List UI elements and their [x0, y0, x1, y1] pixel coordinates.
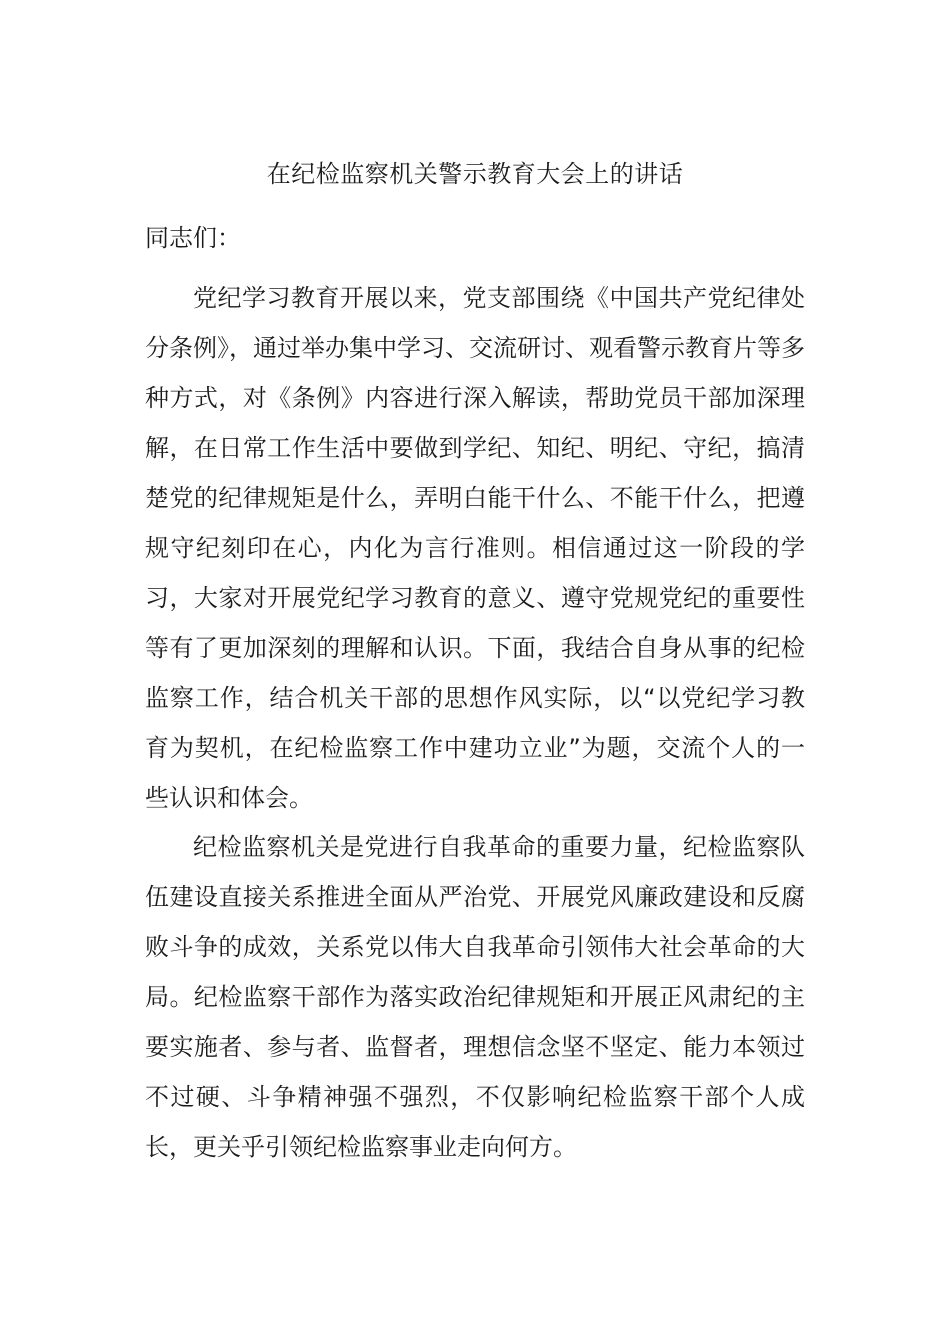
- document-title: 在纪检监察机关警示教育大会上的讲话: [266, 160, 684, 188]
- body-paragraph-2: 纪检监察机关是党进行自我革命的重要力量，纪检监察队伍建设直接关系推进全面从严治党、开展党风廉政建设和反腐败斗争的成效，关系党以伟大自我革命引领伟大社会革命的大局。纪检监察干部作为落实政治纪律规矩和开展正风肃纪的主要实施者、参与者、监督者，理想信念坚不坚定、能力本领过不过硬、斗争精神强不强烈，不仅影响纪检监察干部个人成长，更关乎引领纪检监察事业走向何方。: [145, 833, 805, 1161]
- salutation: 同志们：: [145, 224, 241, 252]
- body-paragraph-1: 党纪学习教育开展以来，党支部围绕《中国共产党纪律处分条例》，通过举办集中学习、交流研讨、观看警示教育片等多种方式，对《条例》内容进行深入解读，帮助党员干部加深理解，在日常工作生活中要做到学纪、知纪、明纪、守纪，搞清楚党的纪律规矩是什么，弄明白能干什么、不能干什么，把遵规守纪刻印在心，内化为言行准则。相信通过这一阶段的学习，大家对开展党纪学习教育的意义、遵守党规党纪的重要性等有了更加深刻的理解和认识。下面，我结合自身从事的纪检监察工作，结合机关干部的思想作风实际，以“以党纪学习教育为契机，在纪检监察工作中建功立业”为题，交流个人的一些认识和体会。: [145, 284, 805, 812]
